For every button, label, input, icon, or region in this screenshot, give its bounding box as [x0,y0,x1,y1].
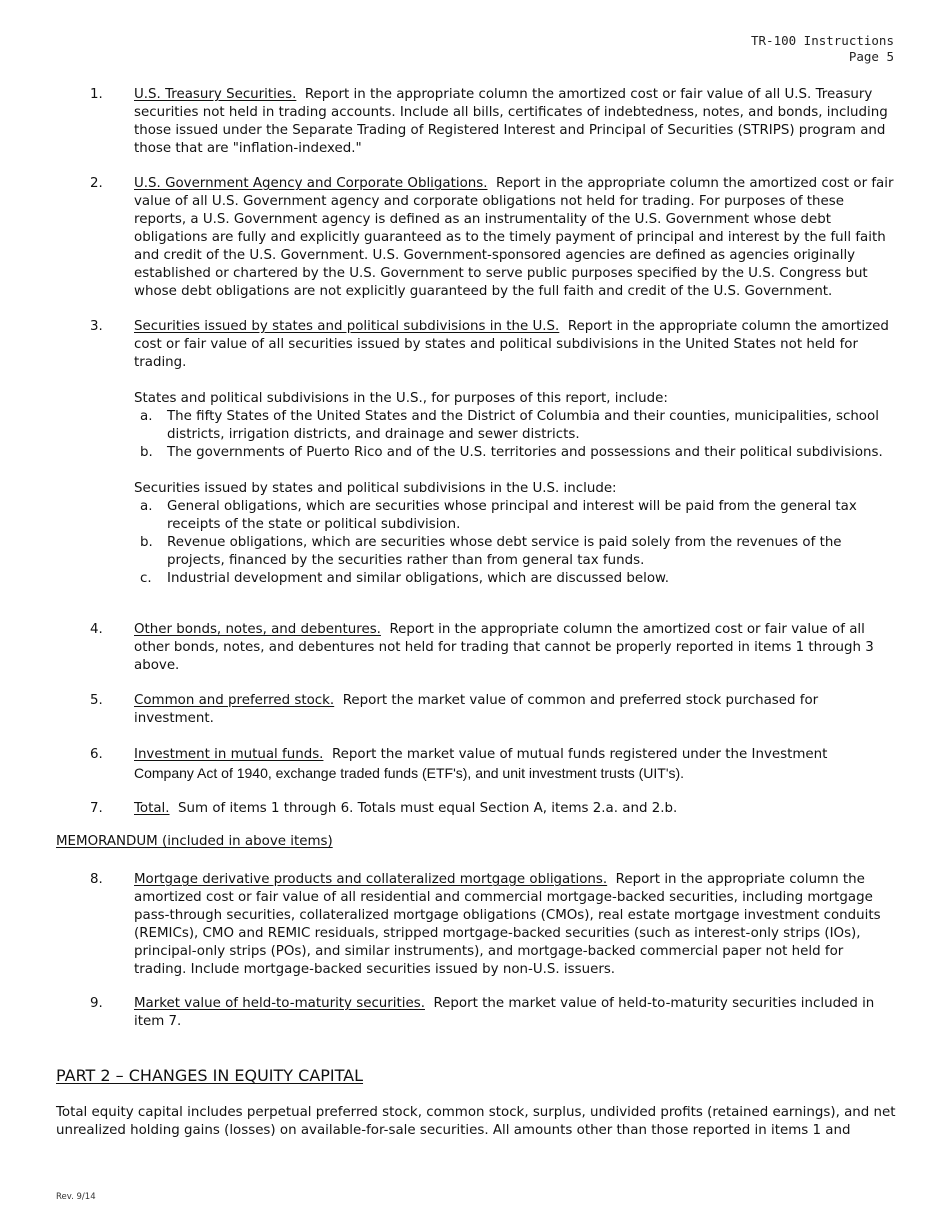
item-text: Report the market value of common and preferred stock purchased for investment. [134,693,819,726]
item-2 [90,175,898,301]
item-text: Report in the appropriate column the amortized cost or fair value of all securities issued by states and political subdivisions in the United States not held for trading. [134,319,889,370]
list-item [134,534,898,570]
item-number: 1. [90,87,103,102]
item-number: 8. [90,872,103,887]
revision-footer: Rev. 9/14 [56,1192,96,1202]
item-8 [90,871,898,979]
list-letter: a. [140,499,153,514]
list-item [134,498,898,534]
item-text: Report in the appropriate column the amortized cost or fair value of all other bonds, notes, and debentures not held for trading that cannot be properly reported in items 1 through 3 above. [134,622,874,673]
item-title: Common and preferred stock. [134,693,335,708]
item-number: 3. [90,319,103,334]
list-text: Revenue obligations, which are securities whose debt service is paid solely from the revenues of the projects, financed by the securities rather than from general tax funds. [167,535,842,568]
header-doc-title: TR-100 Instructions [751,33,894,48]
item-9 [90,995,898,1031]
item-number: 4. [90,622,103,637]
item-title: Market value of held-to-maturity securities. [134,996,425,1011]
list-letter: b. [140,445,153,460]
list-intro: States and political subdivisions in the U.S., for purposes of this report, include: [134,391,668,406]
item-title: Investment in mutual funds. [134,747,324,762]
item-text: Report in the appropriate column the amortized cost or fair value of all U.S. Treasury securities not held in trading accounts. Include all bills, certificates of indebtedness, notes, and bonds, including those issued under the Separate Trading of Registered Interest and Principal of Securities (STRIPS) program and those that are "inflation-indexed." [134,87,888,156]
page-header [751,33,894,65]
item-title: U.S. Treasury Securities. [134,87,297,102]
item-text: Report in the appropriate column the amortized cost or fair value of all residential and commercial mortgage-backed securities, including mortgage pass-through securities, collateralized mortgage obligations (CMOs), real estate mortgage investment conduits (REMICs), CMO and REMIC residuals, stripped mortgage-backed securities (such as interest-only strips (IOs), principal-only strips (POs), and similar instruments), and mortgage-backed commercial paper not held for trading. Include mortgage-backed securities issued by non-U.S. issuers. [134,872,881,977]
list-intro: Securities issued by states and political subdivisions in the U.S. include: [134,481,617,496]
part2-intro: Total equity capital includes perpetual preferred stock, common stock, surplus, undivided profits (retained earnings), and net unrealized holding gains (losses) on available-for-sale securities. All amounts other than those reported in items 1 and [56,1105,896,1138]
item-text: Sum of items 1 through 6. Totals must equal Section A, items 2.a. and 2.b. [178,801,678,816]
item-number: 9. [90,996,103,1011]
item-number: 7. [90,801,103,816]
list-text: The fifty States of the United States and the District of Columbia and their counties, municipalities, school districts, irrigation districts, and drainage and sewer districts. [167,409,879,442]
item-title: Total. [134,801,170,816]
item-5 [90,692,898,728]
item-text: Report in the appropriate column the amortized cost or fair value of all U.S. Government agency and corporate obligations not held for trading. For purposes of these reports, a U.S. Government agency is defined as an instrumentality of the U.S. Government whose debt obligations are fully and explicitly guaranteed as to the timely payment of principal and interest by the full faith and credit of the U.S. Government. U.S. Government-sponsored agencies are defined as agencies originally established or chartered by the U.S. Government to serve public purposes specified by the U.S. Congress but whose debt obligations are not explicitly guaranteed by the full faith and credit of the U.S. Government. [134,176,894,299]
item-4 [90,621,898,675]
memorandum-heading: MEMORANDUM (included in above items) [56,834,333,849]
list-letter: b. [140,535,153,550]
item-text-continued: Company Act of 1940, exchange traded funds (ETF's), and unit investment trusts (UIT's). [134,765,685,781]
list-text: The governments of Puerto Rico and of the U.S. territories and possessions and their political subdivisions. [167,445,883,460]
list-text: General obligations, which are securities whose principal and interest will be paid from the general tax receipts of the state or political subdivision. [167,499,857,532]
item-1 [90,86,898,158]
list-letter: c. [140,571,152,586]
item-3 [90,318,898,588]
list-item [134,444,898,462]
header-page-number: Page 5 [848,49,894,64]
list-text: Industrial development and similar obligations, which are discussed below. [167,571,670,586]
item-title: U.S. Government Agency and Corporate Obligations. [134,176,488,191]
list-item [134,408,898,444]
item-number: 2. [90,176,103,191]
part2-heading: PART 2 – CHANGES IN EQUITY CAPITAL [56,1066,364,1085]
list-item [134,570,898,588]
item-text: Report the market value of held-to-maturity securities included in item 7. [134,996,875,1029]
list-letter: a. [140,409,153,424]
item-number: 6. [90,747,103,762]
item-7 [90,800,898,818]
item-text: Report the market value of mutual funds registered under the Investment [331,747,828,762]
item-6 [90,746,898,782]
item-title: Other bonds, notes, and debentures. [134,622,381,637]
item-title: Securities issued by states and political subdivisions in the U.S. [134,319,560,334]
item-number: 5. [90,693,103,708]
item-title: Mortgage derivative products and collateralized mortgage obligations. [134,872,608,887]
